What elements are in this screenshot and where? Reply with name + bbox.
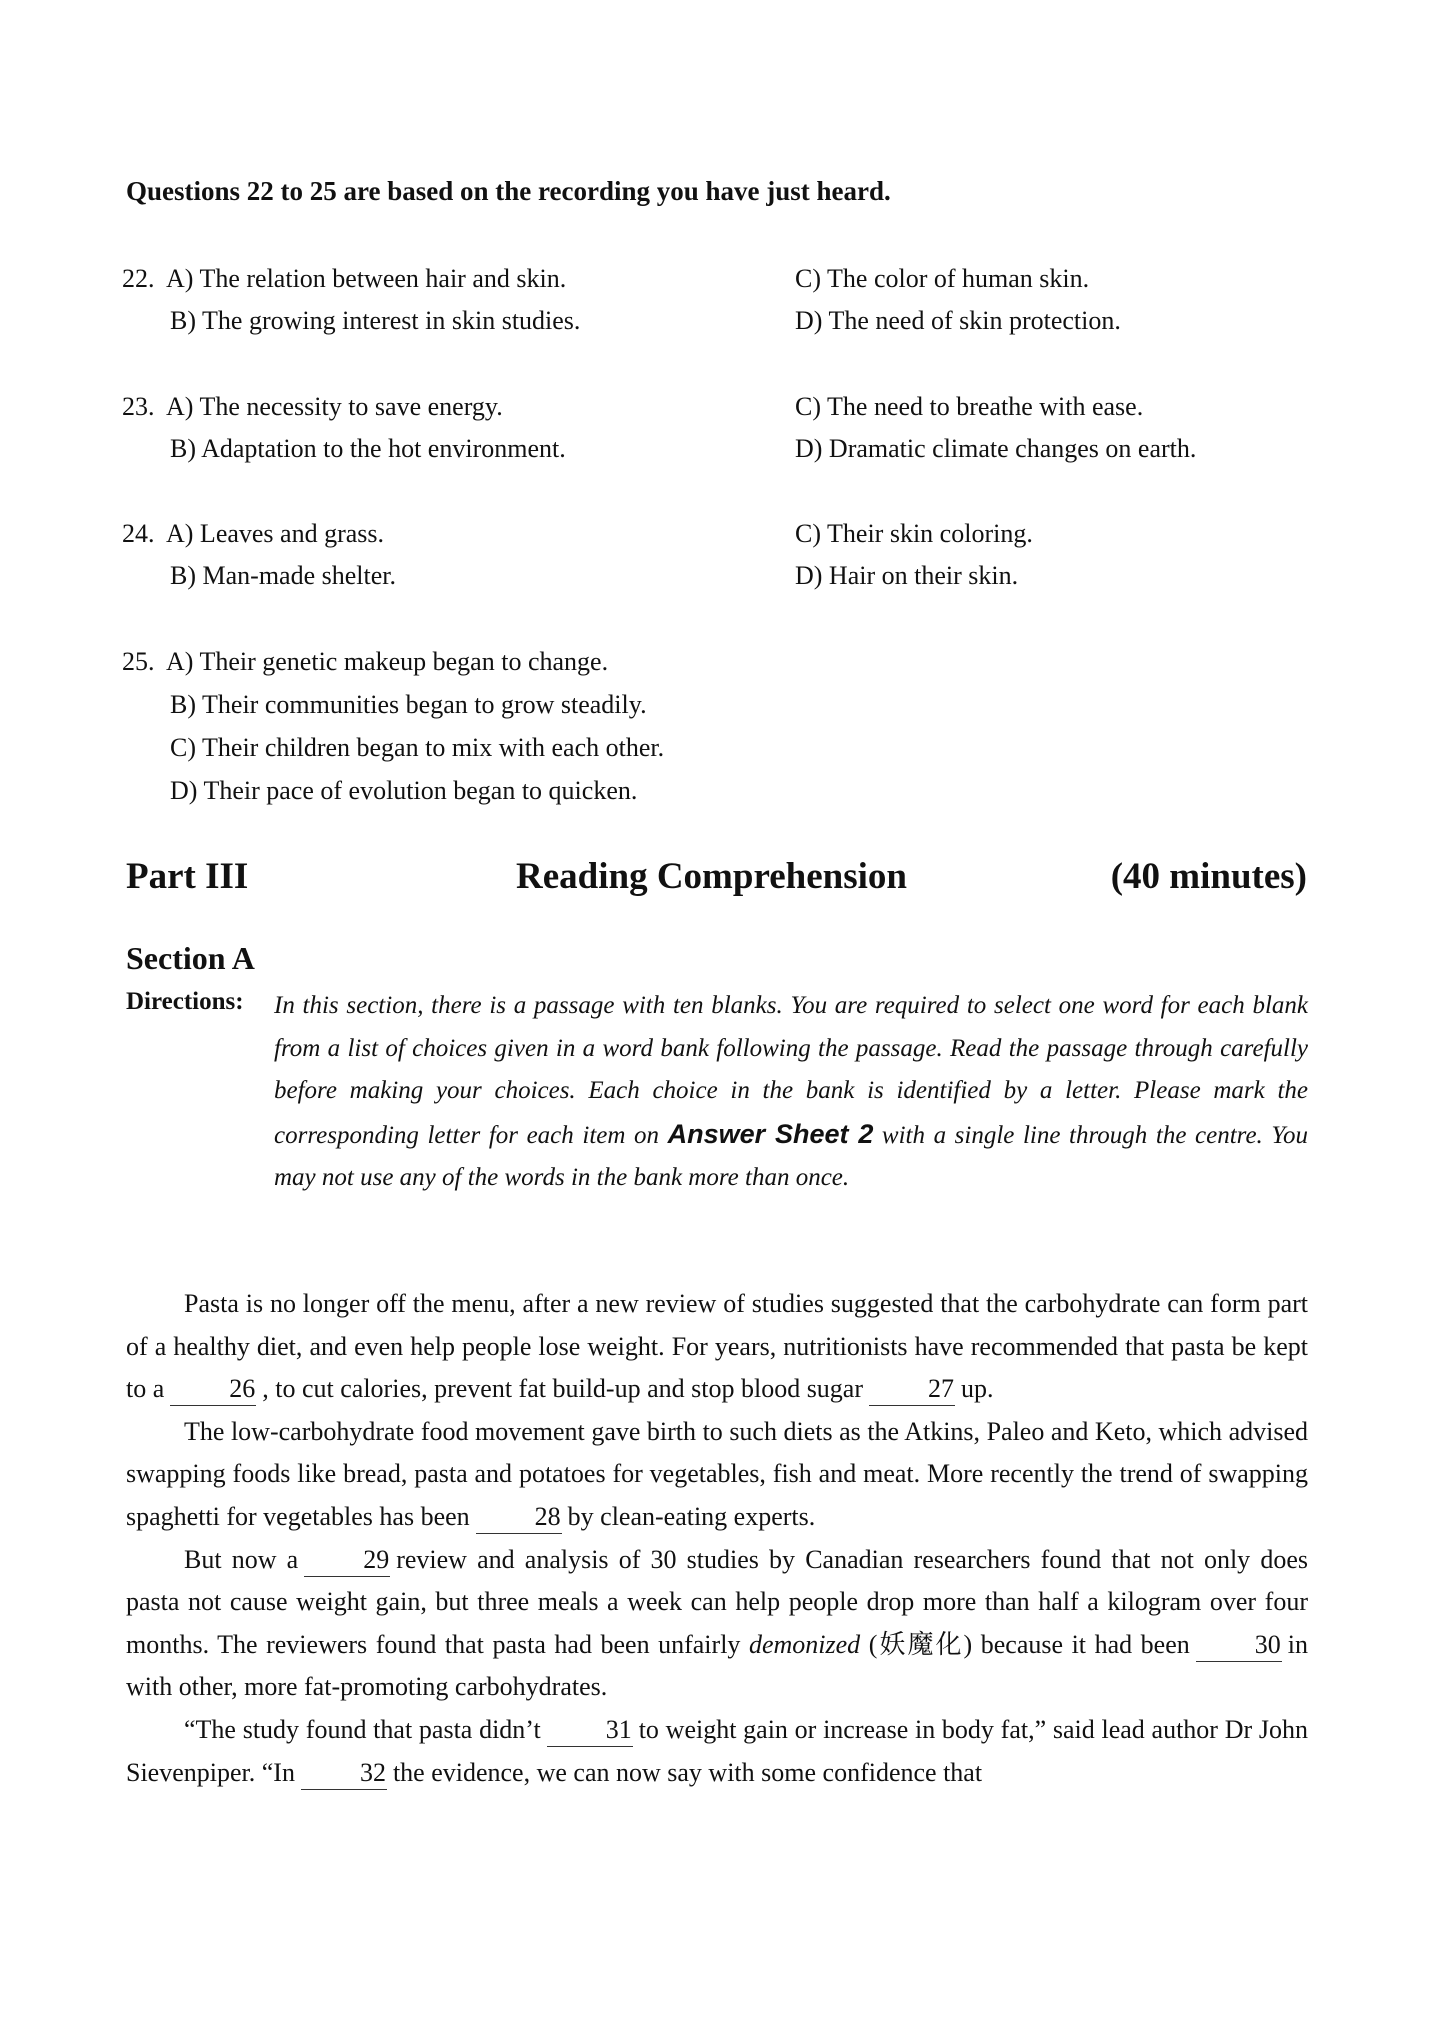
question-24 (122, 513, 384, 555)
paragraph-2 (126, 1411, 1308, 1539)
question-25-option-c: C) Their children began to mix with each other. (170, 733, 665, 762)
question-22 (122, 258, 566, 300)
part-time: (40 minutes) (1110, 856, 1307, 897)
passage-text: But now a (184, 1544, 299, 1574)
blank-32: 32 (301, 1757, 387, 1790)
question-number: 25. (122, 647, 155, 676)
passage-text: to weight gain or increase in body fat,” said lead author Dr John Sievenpiper. “In (126, 1714, 1308, 1787)
directions-label: Directions: (126, 988, 244, 1015)
question-25-option-d: D) Their pace of evolution began to quicken. (170, 776, 638, 805)
directions-text (274, 985, 1308, 1200)
question-23-option-c: C) The need to breathe with ease. (795, 392, 1144, 421)
question-22-option-c: C) The color of human skin. (795, 264, 1090, 293)
directions-text-part: In this section, there is a passage with ten blanks. You are required to select one word for each blank from a list of choices given in a word bank following the passage. Read the passage through carefully before making your choices. Each choice in the bank is identified by a letter. Please mark the corresponding letter for each item on (274, 992, 1308, 1149)
paragraph-1 (126, 1283, 1308, 1411)
passage-text: review and analysis of 30 studies by Canadian researchers found that not only does pasta not cause weight gain, but three meals a week can help people drop more than half a kilogram over four months. The reviewers found that pasta had been unfairly (126, 1544, 1308, 1659)
part-header (126, 855, 1307, 905)
blank-31: 31 (547, 1714, 633, 1747)
section-title: Section A (126, 940, 255, 976)
passage-text: the evidence, we can now say with some confidence that (392, 1757, 983, 1787)
question-22-option-b: B) The growing interest in skin studies. (170, 306, 581, 335)
option-a: A) The relation between hair and skin. (166, 264, 567, 293)
reading-passage (126, 1283, 1308, 1794)
blank-29: 29 (304, 1544, 390, 1577)
chinese-gloss: (妖魔化) (868, 1629, 973, 1659)
question-24-option-c: C) Their skin coloring. (795, 519, 1033, 548)
blank-26: 26 (170, 1373, 256, 1406)
question-22-option-d: D) The need of skin protection. (795, 306, 1121, 335)
passage-text: “The study found that pasta didn’t (184, 1714, 541, 1744)
question-25 (122, 641, 608, 683)
question-number: 23. (122, 392, 155, 421)
italic-term: demonized (748, 1629, 861, 1659)
blank-28: 28 (476, 1501, 562, 1534)
question-25-option-b: B) Their communities began to grow steadily. (170, 690, 647, 719)
part-title: Reading Comprehension (516, 856, 907, 897)
passage-text: by clean-eating experts. (567, 1501, 816, 1531)
blank-30: 30 (1196, 1629, 1282, 1662)
directions-text-part: with a single line through the centre. You may not use any of the words in the bank more than once. (274, 1121, 1308, 1191)
blank-27: 27 (869, 1373, 955, 1406)
question-number: 24. (122, 519, 155, 548)
option-a: A) Leaves and grass. (166, 519, 385, 548)
passage-text: up. (961, 1374, 994, 1404)
passage-text: The low-carbohydrate food movement gave birth to such diets as the Atkins, Paleo and Keto, which advised swapping foods like bread, pasta and potatoes for vegetables, fish and meat. More recently the trend of swapping spaghetti for vegetables has been (126, 1416, 1308, 1531)
question-23-option-b: B) Adaptation to the hot environment. (170, 434, 566, 463)
question-24-option-b: B) Man-made shelter. (170, 561, 396, 590)
passage-text: in with other, more fat-promoting carbohydrates. (126, 1629, 1308, 1702)
questions-heading: Questions 22 to 25 are based on the recording you have just heard. (126, 176, 891, 206)
passage-text: because it had been (980, 1629, 1190, 1659)
option-a: A) The necessity to save energy. (166, 392, 503, 421)
question-23 (122, 386, 503, 428)
answer-sheet-label: Answer Sheet 2 (667, 1118, 874, 1149)
passage-text: Pasta is no longer off the menu, after a new review of studies suggested that the carbohydrate can form part of a healthy diet, and even help people lose weight. For years, nutritionists have recommended that pasta be kept to a (126, 1289, 1308, 1404)
option-a: A) Their genetic makeup began to change. (166, 647, 609, 676)
paragraph-3 (126, 1539, 1308, 1709)
question-23-option-d: D) Dramatic climate changes on earth. (795, 434, 1197, 463)
part-label: Part III (126, 856, 249, 897)
paragraph-4 (126, 1709, 1308, 1794)
question-24-option-d: D) Hair on their skin. (795, 561, 1019, 590)
question-number: 22. (122, 264, 155, 293)
passage-text: , to cut calories, prevent fat build-up and stop blood sugar (262, 1374, 864, 1404)
